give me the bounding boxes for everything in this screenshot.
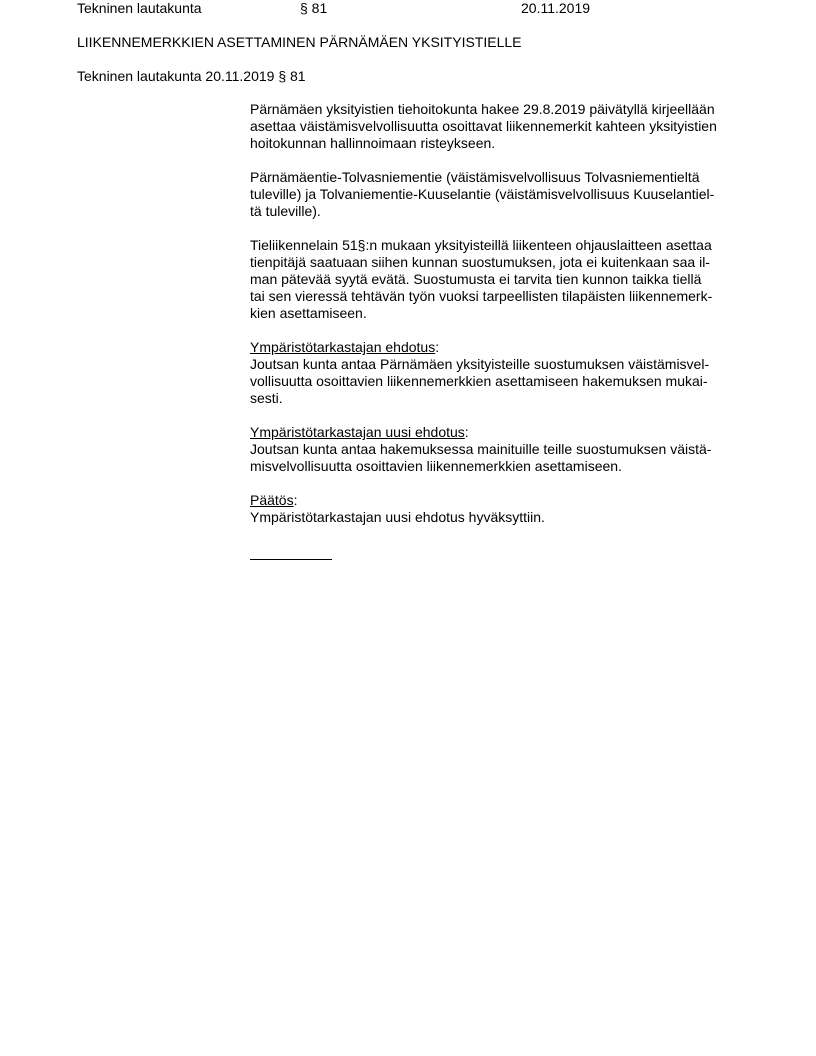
text-line: vollisuutta osoittavien liikennemerkkien asettamiseen hakemuksen mukai- — [250, 373, 708, 389]
document-title: LIIKENNEMERKKIEN ASETTAMINEN PÄRNÄMÄEN YKSITYISTIELLE — [77, 34, 522, 50]
paragraph-intersections — [250, 169, 745, 220]
paragraph-new-proposal — [250, 424, 745, 475]
text-line: misvelvollisuutta osoittavien liikennemerkkien asettamiseen. — [250, 458, 622, 474]
closing-rule — [250, 559, 332, 560]
header-date: 20.11.2019 — [521, 0, 591, 16]
heading-colon: : — [293, 492, 298, 508]
text-line: tuleville) ja Tolvaniementie-Kuuselantie (väistämisvelvollisuus Kuuselantiel- — [250, 186, 715, 202]
closing-rule-wrap — [250, 543, 745, 560]
text-line: Pärnämäen yksityistien tiehoitokunta hakee 29.8.2019 päivätyllä kirjeellään — [250, 101, 715, 117]
text-line: Tieliikennelain 51§:n mukaan yksityisteillä liikenteen ohjauslaitteen asettaa — [250, 237, 712, 253]
text-line: kien asettamiseen. — [250, 305, 367, 321]
text-line: sesti. — [250, 390, 283, 406]
decision-heading-line — [250, 492, 745, 509]
proposal-heading: Ympäristötarkastajan ehdotus — [250, 339, 436, 355]
text-line: man pätevää syytä evätä. Suostumusta ei tarvita tien kunnon taikka tiellä — [250, 271, 702, 287]
text-line: Pärnämäentie-Tolvasniementie (väistämisvelvollisuus Tolvasniementieltä — [250, 169, 700, 185]
text-line: tai sen vieressä tehtävän työn vuoksi tarpeellisten tilapäisten liikennemerk- — [250, 288, 713, 304]
text-line: Ympäristötarkastajan uusi ehdotus hyväksyttiin. — [250, 509, 545, 525]
new-proposal-heading-line — [250, 424, 745, 441]
proposal-heading-line — [250, 339, 745, 356]
paragraph-law — [250, 237, 745, 322]
text-line: tä tuleville). — [250, 203, 321, 219]
text-line: Joutsan kunta antaa hakemuksessa mainituille teille suostumuksen väistä- — [250, 441, 712, 457]
text-line: hoitokunnan hallinnoimaan risteykseen. — [250, 135, 496, 151]
text-line: asettaa väistämisvelvollisuutta osoittavat liikennemerkit kahteen yksityistien — [250, 118, 717, 134]
text-line: tienpitäjä saatuaan siihen kunnan suostumuksen, jota ei kuitenkaan saa il- — [250, 254, 710, 270]
document-body — [250, 101, 745, 560]
paragraph-proposal — [250, 339, 745, 407]
new-proposal-heading: Ympäristötarkastajan uusi ehdotus — [250, 424, 465, 440]
paragraph-application — [250, 101, 745, 152]
paragraph-decision — [250, 492, 745, 526]
text-line: Joutsan kunta antaa Pärnämäen yksityisteille suostumuksen väistämisvel- — [250, 356, 710, 372]
header-section: § 81 — [300, 0, 328, 16]
heading-colon: : — [435, 339, 440, 355]
meeting-reference: Tekninen lautakunta 20.11.2019 § 81 — [77, 68, 306, 84]
header-org: Tekninen lautakunta — [77, 0, 202, 16]
heading-colon: : — [464, 424, 469, 440]
decision-heading: Päätös — [250, 492, 294, 508]
